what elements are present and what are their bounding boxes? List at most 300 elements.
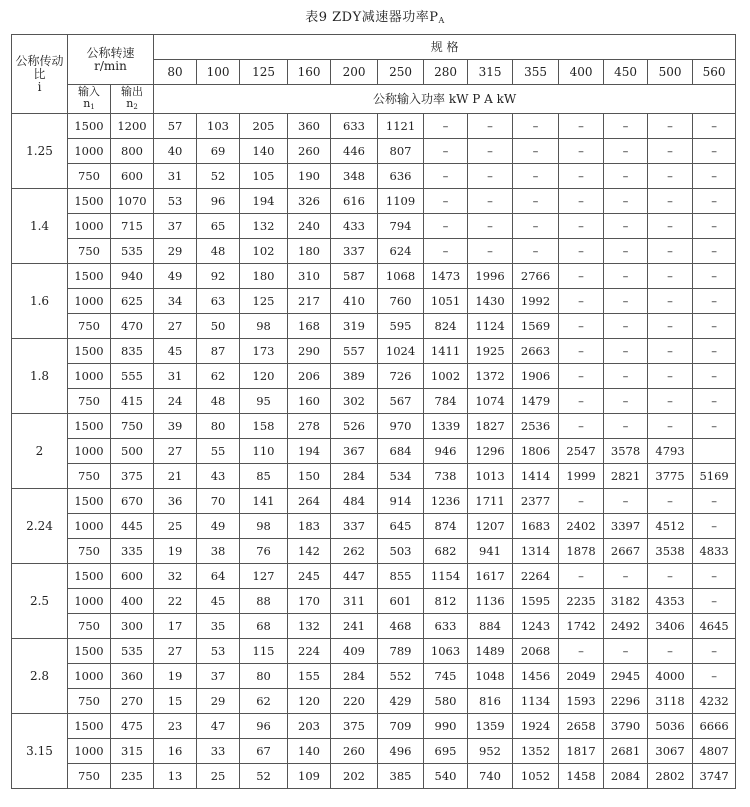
table-row [12, 614, 736, 639]
power-cell: 789 [378, 639, 424, 664]
output-speed-cell: 800 [111, 139, 154, 164]
power-cell: – [559, 114, 604, 139]
power-cell: 183 [288, 514, 331, 539]
power-cell: 27 [154, 639, 197, 664]
output-speed-cell: 400 [111, 589, 154, 614]
power-cell: 103 [197, 114, 240, 139]
power-cell: 70 [197, 489, 240, 514]
power-cell: – [648, 239, 693, 264]
power-cell: 1569 [513, 314, 559, 339]
power-cell: 990 [424, 714, 468, 739]
spec-header: 规 格 [154, 35, 736, 60]
power-cell: 1296 [468, 439, 513, 464]
size-header-cell: 560 [693, 60, 736, 85]
power-cell: 738 [424, 464, 468, 489]
power-cell: 35 [197, 614, 240, 639]
power-cell: 180 [240, 264, 288, 289]
power-cell: – [468, 139, 513, 164]
ratio-cell: 2.24 [12, 489, 68, 564]
power-cell: 31 [154, 164, 197, 189]
power-cell: 140 [240, 139, 288, 164]
power-cell: 2377 [513, 489, 559, 514]
power-cell: 2264 [513, 564, 559, 589]
output-speed-cell: 415 [111, 389, 154, 414]
power-cell: – [559, 214, 604, 239]
power-cell: – [604, 489, 648, 514]
power-cell: 1207 [468, 514, 513, 539]
power-cell: 2667 [604, 539, 648, 564]
power-cell: 19 [154, 539, 197, 564]
power-cell: 98 [240, 314, 288, 339]
power-cell: 567 [378, 389, 424, 414]
input-speed-cell: 750 [68, 164, 111, 189]
input-speed-cell: 1500 [68, 639, 111, 664]
power-cell: – [604, 339, 648, 364]
size-header-cell: 160 [288, 60, 331, 85]
power-cell: 1063 [424, 639, 468, 664]
power-cell: 745 [424, 664, 468, 689]
power-cell: – [424, 139, 468, 164]
power-cell: 220 [331, 689, 378, 714]
size-header-cell: 315 [468, 60, 513, 85]
output-speed-cell: 555 [111, 364, 154, 389]
power-cell: 367 [331, 439, 378, 464]
table-row [12, 739, 736, 764]
power-cell: 22 [154, 589, 197, 614]
power-cell: 80 [197, 414, 240, 439]
power-cell: 1052 [513, 764, 559, 789]
power-cell: 24 [154, 389, 197, 414]
power-cell: – [693, 564, 736, 589]
power-cell: 170 [288, 589, 331, 614]
power-cell: 1109 [378, 189, 424, 214]
power-cell: 946 [424, 439, 468, 464]
power-cell: 2049 [559, 664, 604, 689]
power-cell: 807 [378, 139, 424, 164]
power-cell: – [424, 189, 468, 214]
power-cell: 47 [197, 714, 240, 739]
power-cell: 1314 [513, 539, 559, 564]
power-cell: 190 [288, 164, 331, 189]
input-speed-cell: 750 [68, 464, 111, 489]
power-cell: – [559, 364, 604, 389]
power-cell: – [604, 239, 648, 264]
size-header-cell: 280 [424, 60, 468, 85]
power-cell: 389 [331, 364, 378, 389]
power-cell: 1458 [559, 764, 604, 789]
power-cell: 337 [331, 239, 378, 264]
power-cell: 53 [154, 189, 197, 214]
power-cell: 6666 [693, 714, 736, 739]
power-cell: 1817 [559, 739, 604, 764]
power-cell: 1372 [468, 364, 513, 389]
power-cell: 319 [331, 314, 378, 339]
output-speed-cell: 600 [111, 164, 154, 189]
power-cell: 92 [197, 264, 240, 289]
power-cell: 96 [197, 189, 240, 214]
power-cell: 284 [331, 464, 378, 489]
power-cell: 2492 [604, 614, 648, 639]
power-cell: 740 [468, 764, 513, 789]
power-cell: 1479 [513, 389, 559, 414]
power-cell: – [693, 139, 736, 164]
table-row [12, 489, 736, 514]
power-cell: 1924 [513, 714, 559, 739]
power-cell: 1999 [559, 464, 604, 489]
power-cell: 2663 [513, 339, 559, 364]
power-cell: 601 [378, 589, 424, 614]
table-row [12, 714, 736, 739]
ratio-cell: 1.25 [12, 114, 68, 189]
power-cell: 194 [288, 439, 331, 464]
power-cell: 109 [288, 764, 331, 789]
power-cell: – [559, 139, 604, 164]
table-row [12, 764, 736, 789]
power-cell: – [648, 489, 693, 514]
output-speed-cell: 335 [111, 539, 154, 564]
power-cell: 5036 [648, 714, 693, 739]
power-cell: – [559, 239, 604, 264]
ratio-cell: 1.6 [12, 264, 68, 339]
power-cell: 173 [240, 339, 288, 364]
table-row [12, 414, 736, 439]
power-cell: 202 [331, 764, 378, 789]
power-cell: 168 [288, 314, 331, 339]
output-speed-cell: 1070 [111, 189, 154, 214]
power-cell: 241 [331, 614, 378, 639]
power-cell: 1121 [378, 114, 424, 139]
power-cell: 278 [288, 414, 331, 439]
power-cell: 62 [240, 689, 288, 714]
power-cell: – [648, 189, 693, 214]
power-cell: 952 [468, 739, 513, 764]
power-cell: 1430 [468, 289, 513, 314]
power-cell: – [693, 414, 736, 439]
power-cell: 2402 [559, 514, 604, 539]
table-row [12, 314, 736, 339]
power-cell: – [693, 264, 736, 289]
input-speed-cell: 1000 [68, 664, 111, 689]
power-cell: 633 [424, 614, 468, 639]
power-cell: 1411 [424, 339, 468, 364]
power-cell: 4000 [648, 664, 693, 689]
power-cell: – [693, 164, 736, 189]
power-cell: – [648, 139, 693, 164]
power-cell: 580 [424, 689, 468, 714]
power-cell: 264 [288, 489, 331, 514]
power-cell: 25 [154, 514, 197, 539]
power-cell: 76 [240, 539, 288, 564]
power-cell: 534 [378, 464, 424, 489]
power-cell: 67 [240, 739, 288, 764]
power-cell: 160 [288, 389, 331, 414]
power-cell: 4232 [693, 689, 736, 714]
table-row [12, 564, 736, 589]
power-cell: 262 [331, 539, 378, 564]
power-cell: – [604, 314, 648, 339]
power-cell: 32 [154, 564, 197, 589]
power-cell: – [604, 364, 648, 389]
power-cell: 34 [154, 289, 197, 314]
table-row [12, 439, 736, 464]
power-cell: 3747 [693, 764, 736, 789]
power-cell: – [693, 389, 736, 414]
power-cell: 2536 [513, 414, 559, 439]
table-row [12, 389, 736, 414]
power-cell: 4807 [693, 739, 736, 764]
output-speed-cell: 235 [111, 764, 154, 789]
power-cell: 260 [288, 139, 331, 164]
power-cell: 17 [154, 614, 197, 639]
power-cell: – [559, 189, 604, 214]
power-cell: 2821 [604, 464, 648, 489]
power-table [11, 34, 736, 789]
power-cell: – [693, 639, 736, 664]
power-cell: – [513, 214, 559, 239]
power-cell: 884 [468, 614, 513, 639]
power-cell: 132 [240, 214, 288, 239]
power-cell: 194 [240, 189, 288, 214]
power-cell: 552 [378, 664, 424, 689]
input-speed-cell: 750 [68, 539, 111, 564]
power-cell: 587 [331, 264, 378, 289]
power-cell: 21 [154, 464, 197, 489]
output-speed-header: 输出 n2 [111, 85, 154, 114]
power-cell: 142 [288, 539, 331, 564]
power-cell: 726 [378, 364, 424, 389]
ratio-cell: 1.8 [12, 339, 68, 414]
power-cell: – [513, 139, 559, 164]
table-row [12, 589, 736, 614]
power-cell: 260 [331, 739, 378, 764]
power-cell: 1068 [378, 264, 424, 289]
power-cell: – [648, 364, 693, 389]
output-speed-cell: 940 [111, 264, 154, 289]
power-cell: 120 [288, 689, 331, 714]
power-cell: 132 [288, 614, 331, 639]
power-cell: 1595 [513, 589, 559, 614]
power-cell: 62 [197, 364, 240, 389]
ratio-cell: 2.8 [12, 639, 68, 714]
table-row [12, 639, 736, 664]
input-speed-cell: 750 [68, 689, 111, 714]
power-cell: 48 [197, 389, 240, 414]
power-cell: – [604, 564, 648, 589]
power-cell: 52 [240, 764, 288, 789]
power-cell: – [648, 289, 693, 314]
input-speed-cell: 750 [68, 389, 111, 414]
power-cell: 39 [154, 414, 197, 439]
power-cell: 410 [331, 289, 378, 314]
power-cell: 1593 [559, 689, 604, 714]
power-cell: 2296 [604, 689, 648, 714]
power-cell: 57 [154, 114, 197, 139]
power-cell: 13 [154, 764, 197, 789]
output-speed-cell: 470 [111, 314, 154, 339]
power-cell: 38 [197, 539, 240, 564]
power-cell: 1992 [513, 289, 559, 314]
power-cell: – [468, 214, 513, 239]
ratio-cell: 1.4 [12, 189, 68, 264]
output-speed-cell: 835 [111, 339, 154, 364]
power-cell: 1352 [513, 739, 559, 764]
power-cell: 1456 [513, 664, 559, 689]
power-cell: 15 [154, 689, 197, 714]
power-cell: 3182 [604, 589, 648, 614]
power-cell: 87 [197, 339, 240, 364]
power-cell: 88 [240, 589, 288, 614]
power-cell: 816 [468, 689, 513, 714]
power-cell: 1134 [513, 689, 559, 714]
power-cell: – [559, 414, 604, 439]
power-cell: 25 [197, 764, 240, 789]
power-cell: – [559, 639, 604, 664]
table-row [12, 189, 736, 214]
input-speed-header: 输入 n1 [68, 85, 111, 114]
power-cell: 503 [378, 539, 424, 564]
power-cell: 446 [331, 139, 378, 164]
power-cell: 1154 [424, 564, 468, 589]
power-cell: 27 [154, 439, 197, 464]
power-cell: 23 [154, 714, 197, 739]
input-speed-cell: 750 [68, 314, 111, 339]
output-speed-cell: 475 [111, 714, 154, 739]
output-speed-cell: 300 [111, 614, 154, 639]
table-row [12, 139, 736, 164]
power-cell: – [559, 339, 604, 364]
size-header-cell: 125 [240, 60, 288, 85]
power-cell: 557 [331, 339, 378, 364]
speed-header: 公称转速 r/min [68, 35, 154, 85]
power-cell: – [693, 314, 736, 339]
power-cell: – [604, 264, 648, 289]
power-cell: 290 [288, 339, 331, 364]
power-cell: 245 [288, 564, 331, 589]
power-cell: 645 [378, 514, 424, 539]
table-row [12, 264, 736, 289]
power-cell: – [693, 589, 736, 614]
power-cell: 695 [424, 739, 468, 764]
power-cell: 55 [197, 439, 240, 464]
power-cell: 595 [378, 314, 424, 339]
input-speed-cell: 1500 [68, 489, 111, 514]
power-cell: 1683 [513, 514, 559, 539]
power-cell: – [648, 389, 693, 414]
power-cell: 37 [197, 664, 240, 689]
power-cell: – [604, 639, 648, 664]
power-cell: 1359 [468, 714, 513, 739]
power-cell: 29 [154, 239, 197, 264]
power-cell: – [693, 364, 736, 389]
output-speed-cell: 750 [111, 414, 154, 439]
power-cell: 85 [240, 464, 288, 489]
input-speed-cell: 1500 [68, 564, 111, 589]
input-speed-cell: 1000 [68, 739, 111, 764]
power-cell: 50 [197, 314, 240, 339]
output-speed-cell: 625 [111, 289, 154, 314]
power-cell: 2681 [604, 739, 648, 764]
power-cell: – [693, 239, 736, 264]
input-speed-cell: 750 [68, 614, 111, 639]
power-cell: – [693, 339, 736, 364]
power-cell: 760 [378, 289, 424, 314]
power-cell: 31 [154, 364, 197, 389]
table-row [12, 164, 736, 189]
power-cell: 1339 [424, 414, 468, 439]
power-cell: – [648, 639, 693, 664]
power-cell: 385 [378, 764, 424, 789]
power-cell: – [559, 164, 604, 189]
table-row [12, 464, 736, 489]
input-speed-cell: 1500 [68, 189, 111, 214]
power-cell: – [693, 514, 736, 539]
table-row [12, 339, 736, 364]
input-speed-cell: 1500 [68, 414, 111, 439]
power-cell: – [604, 214, 648, 239]
power-cell: – [424, 239, 468, 264]
power-cell: 4645 [693, 614, 736, 639]
table-row [12, 664, 736, 689]
power-cell: 203 [288, 714, 331, 739]
power-cell: – [468, 239, 513, 264]
output-speed-cell: 600 [111, 564, 154, 589]
table-row [12, 114, 736, 139]
power-cell: – [604, 389, 648, 414]
power-cell: 120 [240, 364, 288, 389]
output-speed-cell: 315 [111, 739, 154, 764]
input-speed-cell: 1500 [68, 114, 111, 139]
input-speed-cell: 1000 [68, 364, 111, 389]
power-cell: 19 [154, 664, 197, 689]
power-cell: – [648, 314, 693, 339]
power-cell: 102 [240, 239, 288, 264]
input-speed-cell: 1500 [68, 714, 111, 739]
power-cell: 36 [154, 489, 197, 514]
power-cell: 3406 [648, 614, 693, 639]
power-cell: 110 [240, 439, 288, 464]
power-cell: 206 [288, 364, 331, 389]
power-cell: – [693, 289, 736, 314]
power-cell: – [513, 164, 559, 189]
power-cell: 3578 [604, 439, 648, 464]
power-cell: 1473 [424, 264, 468, 289]
power-cell: 1827 [468, 414, 513, 439]
power-cell: 360 [288, 114, 331, 139]
power-cell: 29 [197, 689, 240, 714]
input-speed-cell: 1000 [68, 589, 111, 614]
power-cell: 624 [378, 239, 424, 264]
table-row [12, 214, 736, 239]
output-speed-cell: 1200 [111, 114, 154, 139]
size-header-cell: 250 [378, 60, 424, 85]
power-cell: 1051 [424, 289, 468, 314]
size-header-cell: 100 [197, 60, 240, 85]
power-cell: 3397 [604, 514, 648, 539]
power-cell: 16 [154, 739, 197, 764]
power-cell: – [604, 289, 648, 314]
power-cell: 37 [154, 214, 197, 239]
ratio-cell: 2.5 [12, 564, 68, 639]
power-cell: 1489 [468, 639, 513, 664]
power-cell: 794 [378, 214, 424, 239]
size-header-cell: 500 [648, 60, 693, 85]
power-cell: 3067 [648, 739, 693, 764]
power-cell: 95 [240, 389, 288, 414]
power-cell: 140 [288, 739, 331, 764]
power-cell: 1024 [378, 339, 424, 364]
power-cell: – [424, 214, 468, 239]
output-speed-cell: 535 [111, 639, 154, 664]
